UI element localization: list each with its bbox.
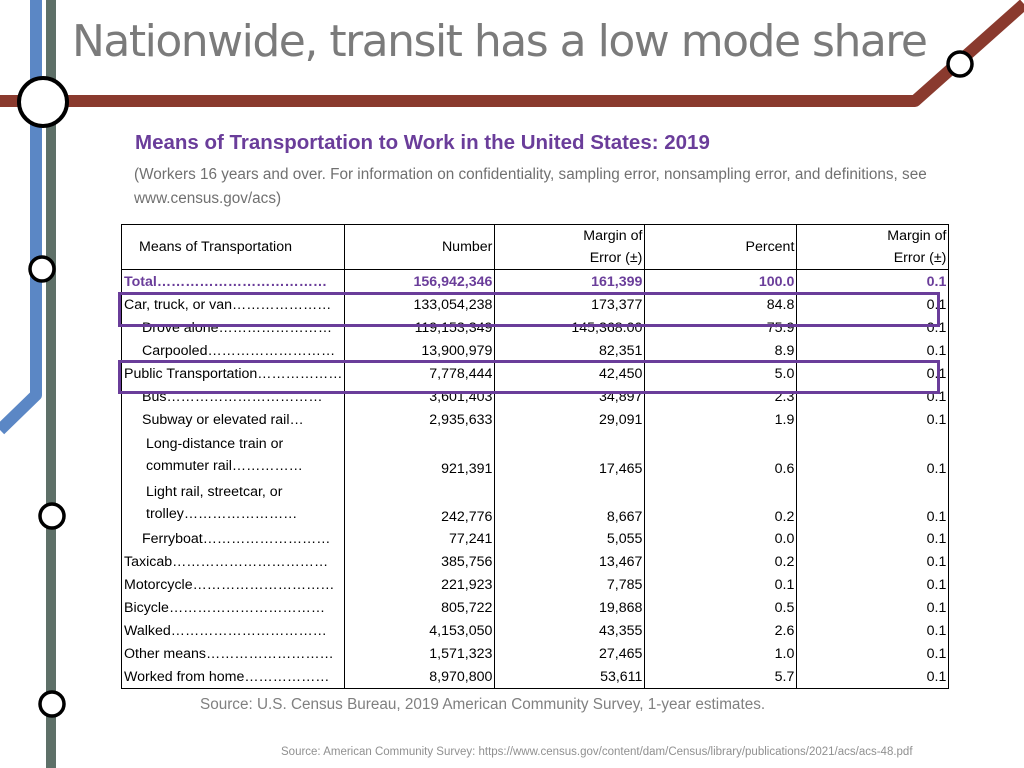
row-moe-percent: 0.1	[797, 527, 949, 550]
row-label: Bicycle……………………………	[122, 596, 345, 619]
row-number: 133,054,238	[345, 293, 495, 316]
row-percent: 0.0	[645, 527, 797, 550]
station-icon	[19, 78, 67, 126]
table-row-ferryboat	[122, 527, 949, 550]
row-label: Light rail, streetcar, or trolley……………………	[122, 479, 345, 527]
row-moe-percent: 0.1	[797, 642, 949, 665]
row-label: Carpooled………………………	[122, 339, 345, 362]
row-moe: 19,868	[495, 596, 645, 619]
row-label: Drove alone……………………	[122, 316, 345, 339]
row-percent: 84.8	[645, 293, 797, 316]
row-label: Other means………………………	[122, 642, 345, 665]
row-percent: 1.0	[645, 642, 797, 665]
table-row-other-means	[122, 642, 949, 665]
highlight-box-public-transportation	[118, 360, 940, 394]
row-moe-percent: 0.1	[797, 596, 949, 619]
row-label: Worked from home………………	[122, 665, 345, 689]
table-row-total	[122, 270, 949, 294]
row-moe-percent: 0.1	[797, 573, 949, 596]
table-row-commuter-rail	[122, 431, 949, 479]
row-moe-percent: 0.1	[797, 339, 949, 362]
row-moe: 17,465	[495, 431, 645, 479]
row-moe: 7,785	[495, 573, 645, 596]
row-number: 805,722	[345, 596, 495, 619]
row-number: 7,778,444	[345, 362, 495, 385]
row-number: 3,601,403	[345, 385, 495, 408]
row-moe: 53,611	[495, 665, 645, 689]
row-label: Long-distance train or commuter rail……………	[122, 431, 345, 479]
row-percent: 5.0	[645, 362, 797, 385]
row-label: Ferryboat………………………	[122, 527, 345, 550]
table-row-bicycle	[122, 596, 949, 619]
station-icon	[30, 257, 54, 281]
highlight-box-car	[118, 292, 940, 327]
row-number: 4,153,050	[345, 619, 495, 642]
row-moe: 42,450	[495, 362, 645, 385]
slide-title: Nationwide, transit has a low mode share	[72, 16, 927, 67]
row-moe-percent: 0.1	[797, 550, 949, 573]
table-row-walked	[122, 619, 949, 642]
row-percent: 1.9	[645, 408, 797, 431]
row-moe: 43,355	[495, 619, 645, 642]
table-source-note: Source: U.S. Census Bureau, 2019 American Community Survey, 1-year estimates.	[200, 696, 766, 713]
row-percent: 0.2	[645, 479, 797, 527]
row-label: Taxicab……………………………	[122, 550, 345, 573]
column-header-moe-percent: Margin of Error (±)	[797, 225, 949, 270]
row-label: Walked……………………………	[122, 619, 345, 642]
row-number: 921,391	[345, 431, 495, 479]
row-moe-percent: 0.1	[797, 270, 949, 294]
row-number: 77,241	[345, 527, 495, 550]
table-row-subway	[122, 408, 949, 431]
row-percent: 0.6	[645, 431, 797, 479]
row-number: 221,923	[345, 573, 495, 596]
table-row-carpooled	[122, 339, 949, 362]
station-icon	[40, 692, 64, 716]
table-row-worked-from-home	[122, 665, 949, 689]
blue-transit-line	[0, 0, 36, 430]
row-number: 1,571,323	[345, 642, 495, 665]
row-moe: 8,667	[495, 479, 645, 527]
row-number: 8,970,800	[345, 665, 495, 689]
row-moe: 173,377	[495, 293, 645, 316]
table-row-taxicab	[122, 550, 949, 573]
row-moe: 161,399	[495, 270, 645, 294]
column-header-percent: Percent	[645, 225, 797, 270]
table-title: Means of Transportation to Work in the United States: 2019	[135, 131, 710, 154]
column-header-moe-number: Margin of Error (±)	[495, 225, 645, 270]
row-number: 119,153,349	[345, 316, 495, 339]
table-subtitle: (Workers 16 years and over. For information on confidentiality, sampling error, nonsampling error, and definitions, see www.census.gov/acs)	[134, 166, 927, 207]
row-percent: 5.7	[645, 665, 797, 689]
row-label: Bus……………………………	[122, 385, 345, 408]
row-label: Car, truck, or van…………………	[122, 293, 345, 316]
row-percent: 0.1	[645, 573, 797, 596]
row-label: Motorcycle…………………………	[122, 573, 345, 596]
row-moe: 27,465	[495, 642, 645, 665]
row-number: 242,776	[345, 479, 495, 527]
table-header-row	[122, 225, 949, 270]
row-moe-percent: 0.1	[797, 316, 949, 339]
row-moe-percent: 0.1	[797, 408, 949, 431]
row-percent: 75.9	[645, 316, 797, 339]
row-moe-percent: 0.1	[797, 362, 949, 385]
row-label: Total………………………………	[122, 270, 345, 294]
row-moe: 34,897	[495, 385, 645, 408]
row-label: Public Transportation………………	[122, 362, 345, 385]
row-moe-percent: 0.1	[797, 293, 949, 316]
row-moe-percent: 0.1	[797, 385, 949, 408]
table-row-light-rail	[122, 479, 949, 527]
row-number: 156,942,346	[345, 270, 495, 294]
row-percent: 8.9	[645, 339, 797, 362]
row-percent: 2.6	[645, 619, 797, 642]
row-moe-percent: 0.1	[797, 665, 949, 689]
row-moe-percent: 0.1	[797, 431, 949, 479]
column-header-means: Means of Transportation	[122, 225, 345, 270]
row-percent: 100.0	[645, 270, 797, 294]
row-number: 2,935,633	[345, 408, 495, 431]
station-icon	[40, 504, 64, 528]
row-number: 385,756	[345, 550, 495, 573]
row-moe: 82,351	[495, 339, 645, 362]
row-moe-percent: 0.1	[797, 619, 949, 642]
row-percent: 0.2	[645, 550, 797, 573]
row-moe: 29,091	[495, 408, 645, 431]
row-percent: 2.3	[645, 385, 797, 408]
row-moe: 145,368.00	[495, 316, 645, 339]
row-label: Subway or elevated rail…	[122, 408, 345, 431]
row-moe: 13,467	[495, 550, 645, 573]
footer-source-link[interactable]: Source: American Community Survey: https://www.census.gov/content/dam/Census/library/publications/2021/acs/acs-48.pdf	[281, 746, 913, 758]
table-row-motorcycle	[122, 573, 949, 596]
station-icon	[948, 52, 972, 76]
row-moe-percent: 0.1	[797, 479, 949, 527]
row-percent: 0.5	[645, 596, 797, 619]
row-number: 13,900,979	[345, 339, 495, 362]
row-moe: 5,055	[495, 527, 645, 550]
column-header-number: Number	[345, 225, 495, 270]
